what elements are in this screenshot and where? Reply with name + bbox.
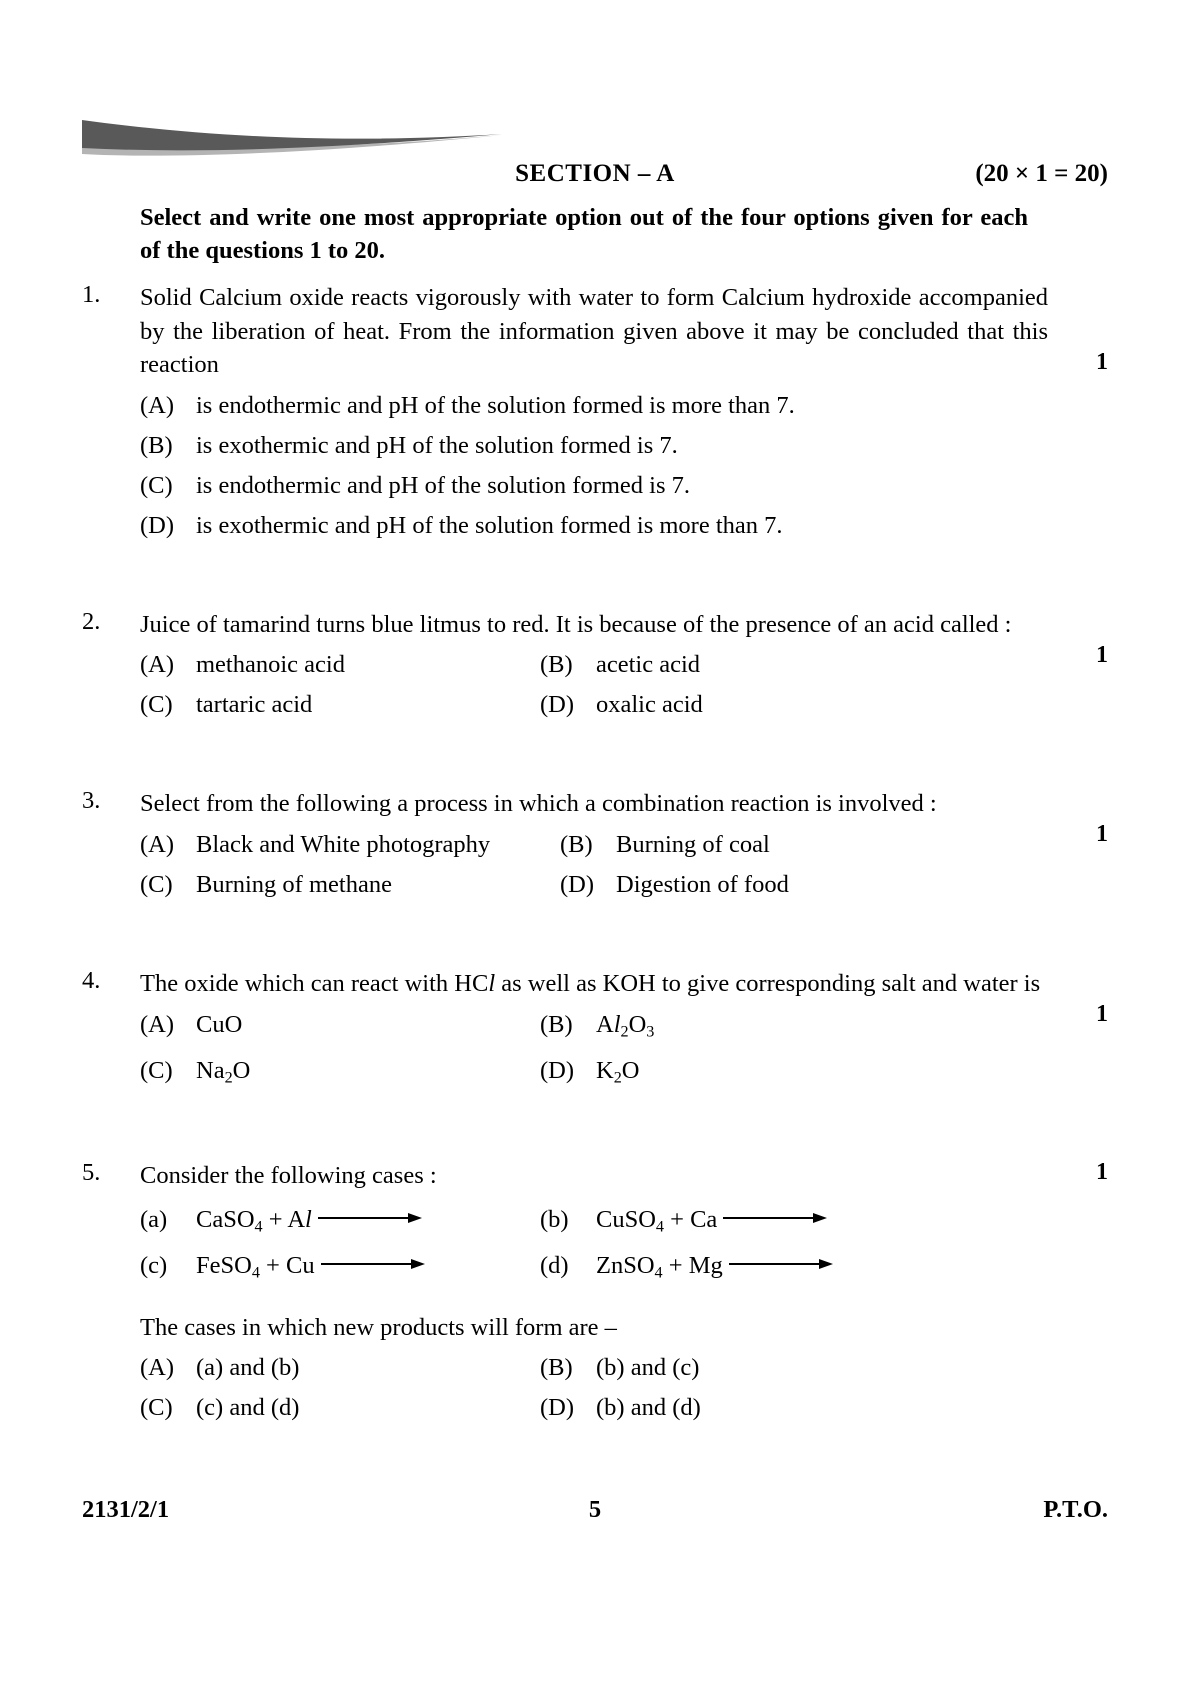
option-text: Burning of coal: [616, 830, 770, 858]
option-text: Black and White photography: [196, 830, 491, 858]
case-row: [140, 1206, 422, 1237]
option-label: (A): [140, 830, 175, 858]
question-1-number: 1.: [82, 281, 101, 309]
option-text: (c) and (d): [196, 1394, 300, 1422]
question-5: [82, 1159, 1108, 1435]
case-pair-row: [140, 1252, 1108, 1298]
option-text: is endothermic and pH of the solution formed is more than 7.: [196, 391, 795, 419]
question-4-text: [140, 967, 1048, 1001]
option-label: (C): [140, 691, 173, 719]
case-pair-row: [140, 1206, 1108, 1252]
case-label: (c): [140, 1252, 168, 1280]
option-text: acetic acid: [596, 651, 701, 679]
option-text: is exothermic and pH of the solution formed is more than 7.: [196, 511, 783, 539]
option-row[interactable]: [140, 432, 1108, 472]
option-label: (D): [540, 1394, 575, 1422]
question-3-mark: 1: [1096, 821, 1108, 848]
question-1-options: [140, 392, 1108, 552]
option-text: (a) and (b): [196, 1354, 300, 1382]
option-row[interactable]: [560, 871, 789, 899]
reaction-arrow-icon: [321, 1259, 425, 1269]
case-row: [540, 1252, 833, 1283]
option-pair-row: [140, 831, 1108, 871]
question-5-mark: 1: [1096, 1158, 1108, 1185]
option-label: (B): [540, 1354, 573, 1382]
option-text: is endothermic and pH of the solution formed is 7.: [196, 471, 690, 499]
reaction-arrow-icon: [729, 1259, 833, 1269]
option-label: (C): [140, 1056, 173, 1084]
paper-code: 2131/2/1: [82, 1496, 170, 1523]
question-2-options: [140, 651, 1108, 731]
option-text: oxalic acid: [596, 691, 703, 719]
reaction-arrow-icon: [723, 1213, 827, 1223]
option-row[interactable]: [140, 871, 392, 899]
option-formula: $K_2O$: [596, 1056, 640, 1087]
case-label: (a): [140, 1206, 168, 1234]
option-row[interactable]: [140, 392, 1108, 432]
option-row[interactable]: [560, 831, 770, 859]
option-row[interactable]: [140, 472, 1108, 512]
option-formula: $Al_2O_3$: [596, 1010, 655, 1041]
option-row[interactable]: [140, 1057, 250, 1088]
option-label: (D): [140, 511, 175, 539]
option-row[interactable]: [540, 691, 703, 719]
option-pair-row: [140, 1354, 1108, 1394]
option-row[interactable]: [140, 512, 1108, 552]
question-3-options: [140, 831, 1108, 911]
option-label: (C): [140, 870, 173, 898]
option-label: (A): [140, 651, 175, 679]
case-equation: ZnSO$_4$ + Mg: [596, 1252, 833, 1279]
option-text: (b) and (d): [596, 1394, 701, 1422]
question-3: [82, 787, 1108, 911]
page-content: [82, 160, 1108, 1434]
page-number: 5: [588, 1496, 602, 1523]
option-pair-row: [140, 871, 1108, 911]
option-row[interactable]: [140, 651, 345, 679]
question-1-text: Solid Calcium oxide reacts vigorously with water to form Calcium hydroxide accompanied by the liberation of heat. From the information given above it may be concluded that this reaction: [140, 284, 1048, 379]
option-text: is exothermic and pH of the solution formed is 7.: [196, 431, 678, 459]
case-label: (b): [540, 1206, 569, 1234]
case-label: (d): [540, 1252, 569, 1280]
question-4: [82, 967, 1108, 1103]
question-2: [82, 608, 1108, 732]
section-title: SECTION – A: [515, 160, 675, 187]
section-marks: (20 × 1 = 20): [975, 160, 1108, 187]
option-row[interactable]: [540, 1057, 639, 1088]
question-1: [82, 281, 1108, 552]
question-2-text: Juice of tamarind turns blue litmus to red. It is because of the presence of an acid called :: [140, 610, 1012, 638]
option-label: (D): [540, 691, 575, 719]
case-equation: CaSO$_4$ + Al: [196, 1206, 422, 1233]
option-text: Digestion of food: [616, 870, 789, 898]
section-header: [82, 160, 1108, 194]
option-row[interactable]: [140, 691, 312, 719]
pto-label: P.T.O.: [1043, 1496, 1108, 1523]
question-5-options: [140, 1354, 1108, 1434]
option-text: Burning of methane: [196, 870, 392, 898]
option-pair-row: [140, 651, 1108, 691]
option-label: (B): [540, 651, 573, 679]
case-row: [540, 1206, 827, 1237]
option-label: (D): [540, 1056, 575, 1084]
option-label: (C): [140, 471, 173, 499]
question-5-sub-text: The cases in which new products will form are –: [140, 1314, 617, 1342]
option-pair-row: [140, 691, 1108, 731]
option-row[interactable]: [540, 1394, 701, 1422]
question-4-text-after: as well as KOH to give corresponding salt and water is: [495, 969, 1041, 997]
option-pair-row: [140, 1057, 1108, 1103]
question-5-number: 5.: [82, 1158, 101, 1186]
section-instruction: Select and write one most appropriate option out of the four options given for each of the questions 1 to 20.: [140, 204, 1028, 264]
option-row[interactable]: [140, 1354, 299, 1382]
question-4-text-italic: l: [488, 969, 496, 997]
option-row[interactable]: [540, 1354, 699, 1382]
option-label: (B): [540, 1010, 573, 1038]
question-4-options: [140, 1011, 1108, 1103]
option-formula: CuO: [196, 1010, 243, 1038]
question-2-mark: 1: [1096, 641, 1108, 668]
option-row[interactable]: [140, 831, 490, 859]
question-4-mark: 1: [1096, 1000, 1108, 1027]
question-2-number: 2.: [82, 607, 101, 635]
option-pair-row: [140, 1011, 1108, 1057]
question-3-number: 3.: [82, 787, 101, 815]
option-formula: $Na_2O$: [196, 1056, 251, 1087]
case-equation: CuSO$_4$ + Ca: [596, 1206, 827, 1233]
header-swoosh-decoration: [82, 118, 502, 160]
option-pair-row: [140, 1394, 1108, 1434]
option-label: (D): [560, 870, 595, 898]
case-row: [140, 1252, 425, 1283]
option-text: tartaric acid: [196, 691, 313, 719]
question-4-number: 4.: [82, 966, 101, 994]
option-label: (C): [140, 1394, 173, 1422]
page-footer: [82, 1496, 1108, 1530]
option-label: (A): [140, 1010, 175, 1038]
option-label: (B): [560, 830, 593, 858]
option-text: methanoic acid: [196, 651, 345, 679]
option-text: (b) and (c): [596, 1354, 700, 1382]
option-label: (B): [140, 431, 173, 459]
option-row[interactable]: [140, 1394, 299, 1422]
question-3-text: Select from the following a process in which a combination reaction is involved :: [140, 790, 937, 818]
question-4-text-before: The oxide which can react with HC: [140, 969, 489, 997]
case-equation: FeSO$_4$ + Cu: [196, 1252, 425, 1279]
question-5-cases: [140, 1206, 1108, 1298]
option-label: (A): [140, 391, 175, 419]
question-5-text: Consider the following cases :: [140, 1161, 437, 1189]
option-row[interactable]: [540, 651, 700, 679]
option-row[interactable]: [140, 1011, 242, 1039]
option-label: (A): [140, 1354, 175, 1382]
reaction-arrow-icon: [318, 1213, 422, 1223]
question-1-mark: 1: [1096, 349, 1108, 376]
option-row[interactable]: [540, 1011, 654, 1042]
